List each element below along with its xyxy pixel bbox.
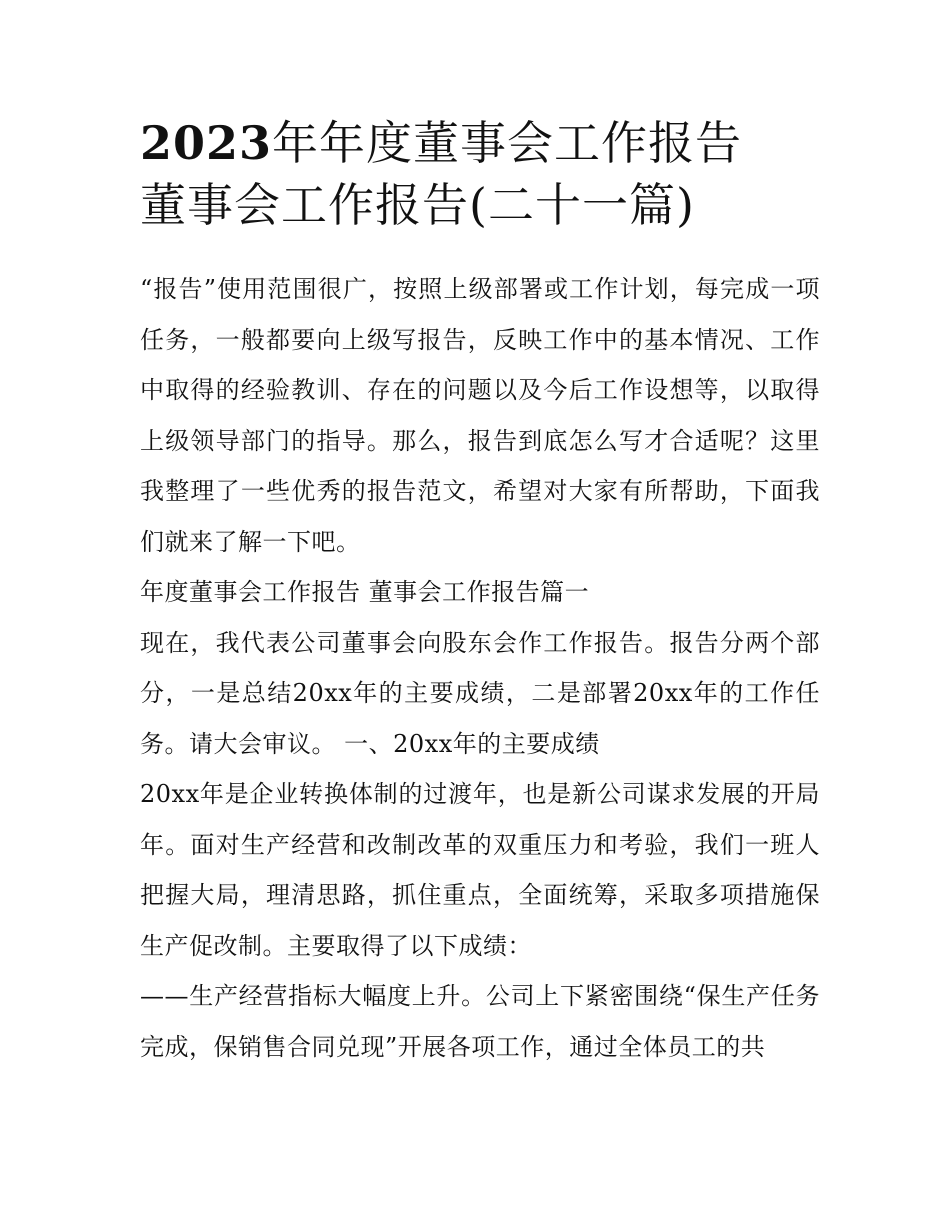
title-year: 2023: [140, 116, 273, 170]
section-heading: 年度董事会工作报告 董事会工作报告篇一: [140, 578, 590, 606]
intro-paragraph: “报告”使用范围很广，按照上级部署或工作计划，每完成一项任务，一般都要向上级写报告，反映工作中的基本情况、工作中取得的经验教训、存在的问题以及今后工作设想等，以取得上级领导部门的指导。那么，报告到底怎么写才合适呢？这里我整理了一些优秀的报告范文，希望对大家有所帮助，下面我们就来了解一下吧。: [140, 275, 820, 556]
body-paragraph-2: 20xx年是企业转换体制的过渡年，也是新公司谋求发展的开局年。面对生产经营和改制改革的双重压力和考验，我们一班人把握大局，理清思路，抓住重点，全面统筹，采取多项措施保生产促改制。主要取得了以下成绩：: [140, 780, 820, 960]
title-line-1: [140, 112, 820, 174]
title-line-1-text: 年年度董事会工作报告: [272, 116, 743, 170]
document-title: [140, 112, 820, 236]
document-body: [140, 112, 820, 1072]
title-line-2: 董事会工作报告(二十一篇): [140, 178, 695, 232]
body-paragraph-3: ——生产经营指标大幅度上升。公司上下紧密围绕“保生产任务完成，保销售合同兑现”开展各项工作，通过全体员工的共: [140, 982, 820, 1061]
document-content: [140, 264, 820, 1072]
body-paragraph-1: 现在，我代表公司董事会向股东会作工作报告。报告分两个部分，一是总结20xx年的主要成绩，二是部署20xx年的工作任务。请大会审议。 一、20xx年的主要成绩: [140, 628, 820, 758]
